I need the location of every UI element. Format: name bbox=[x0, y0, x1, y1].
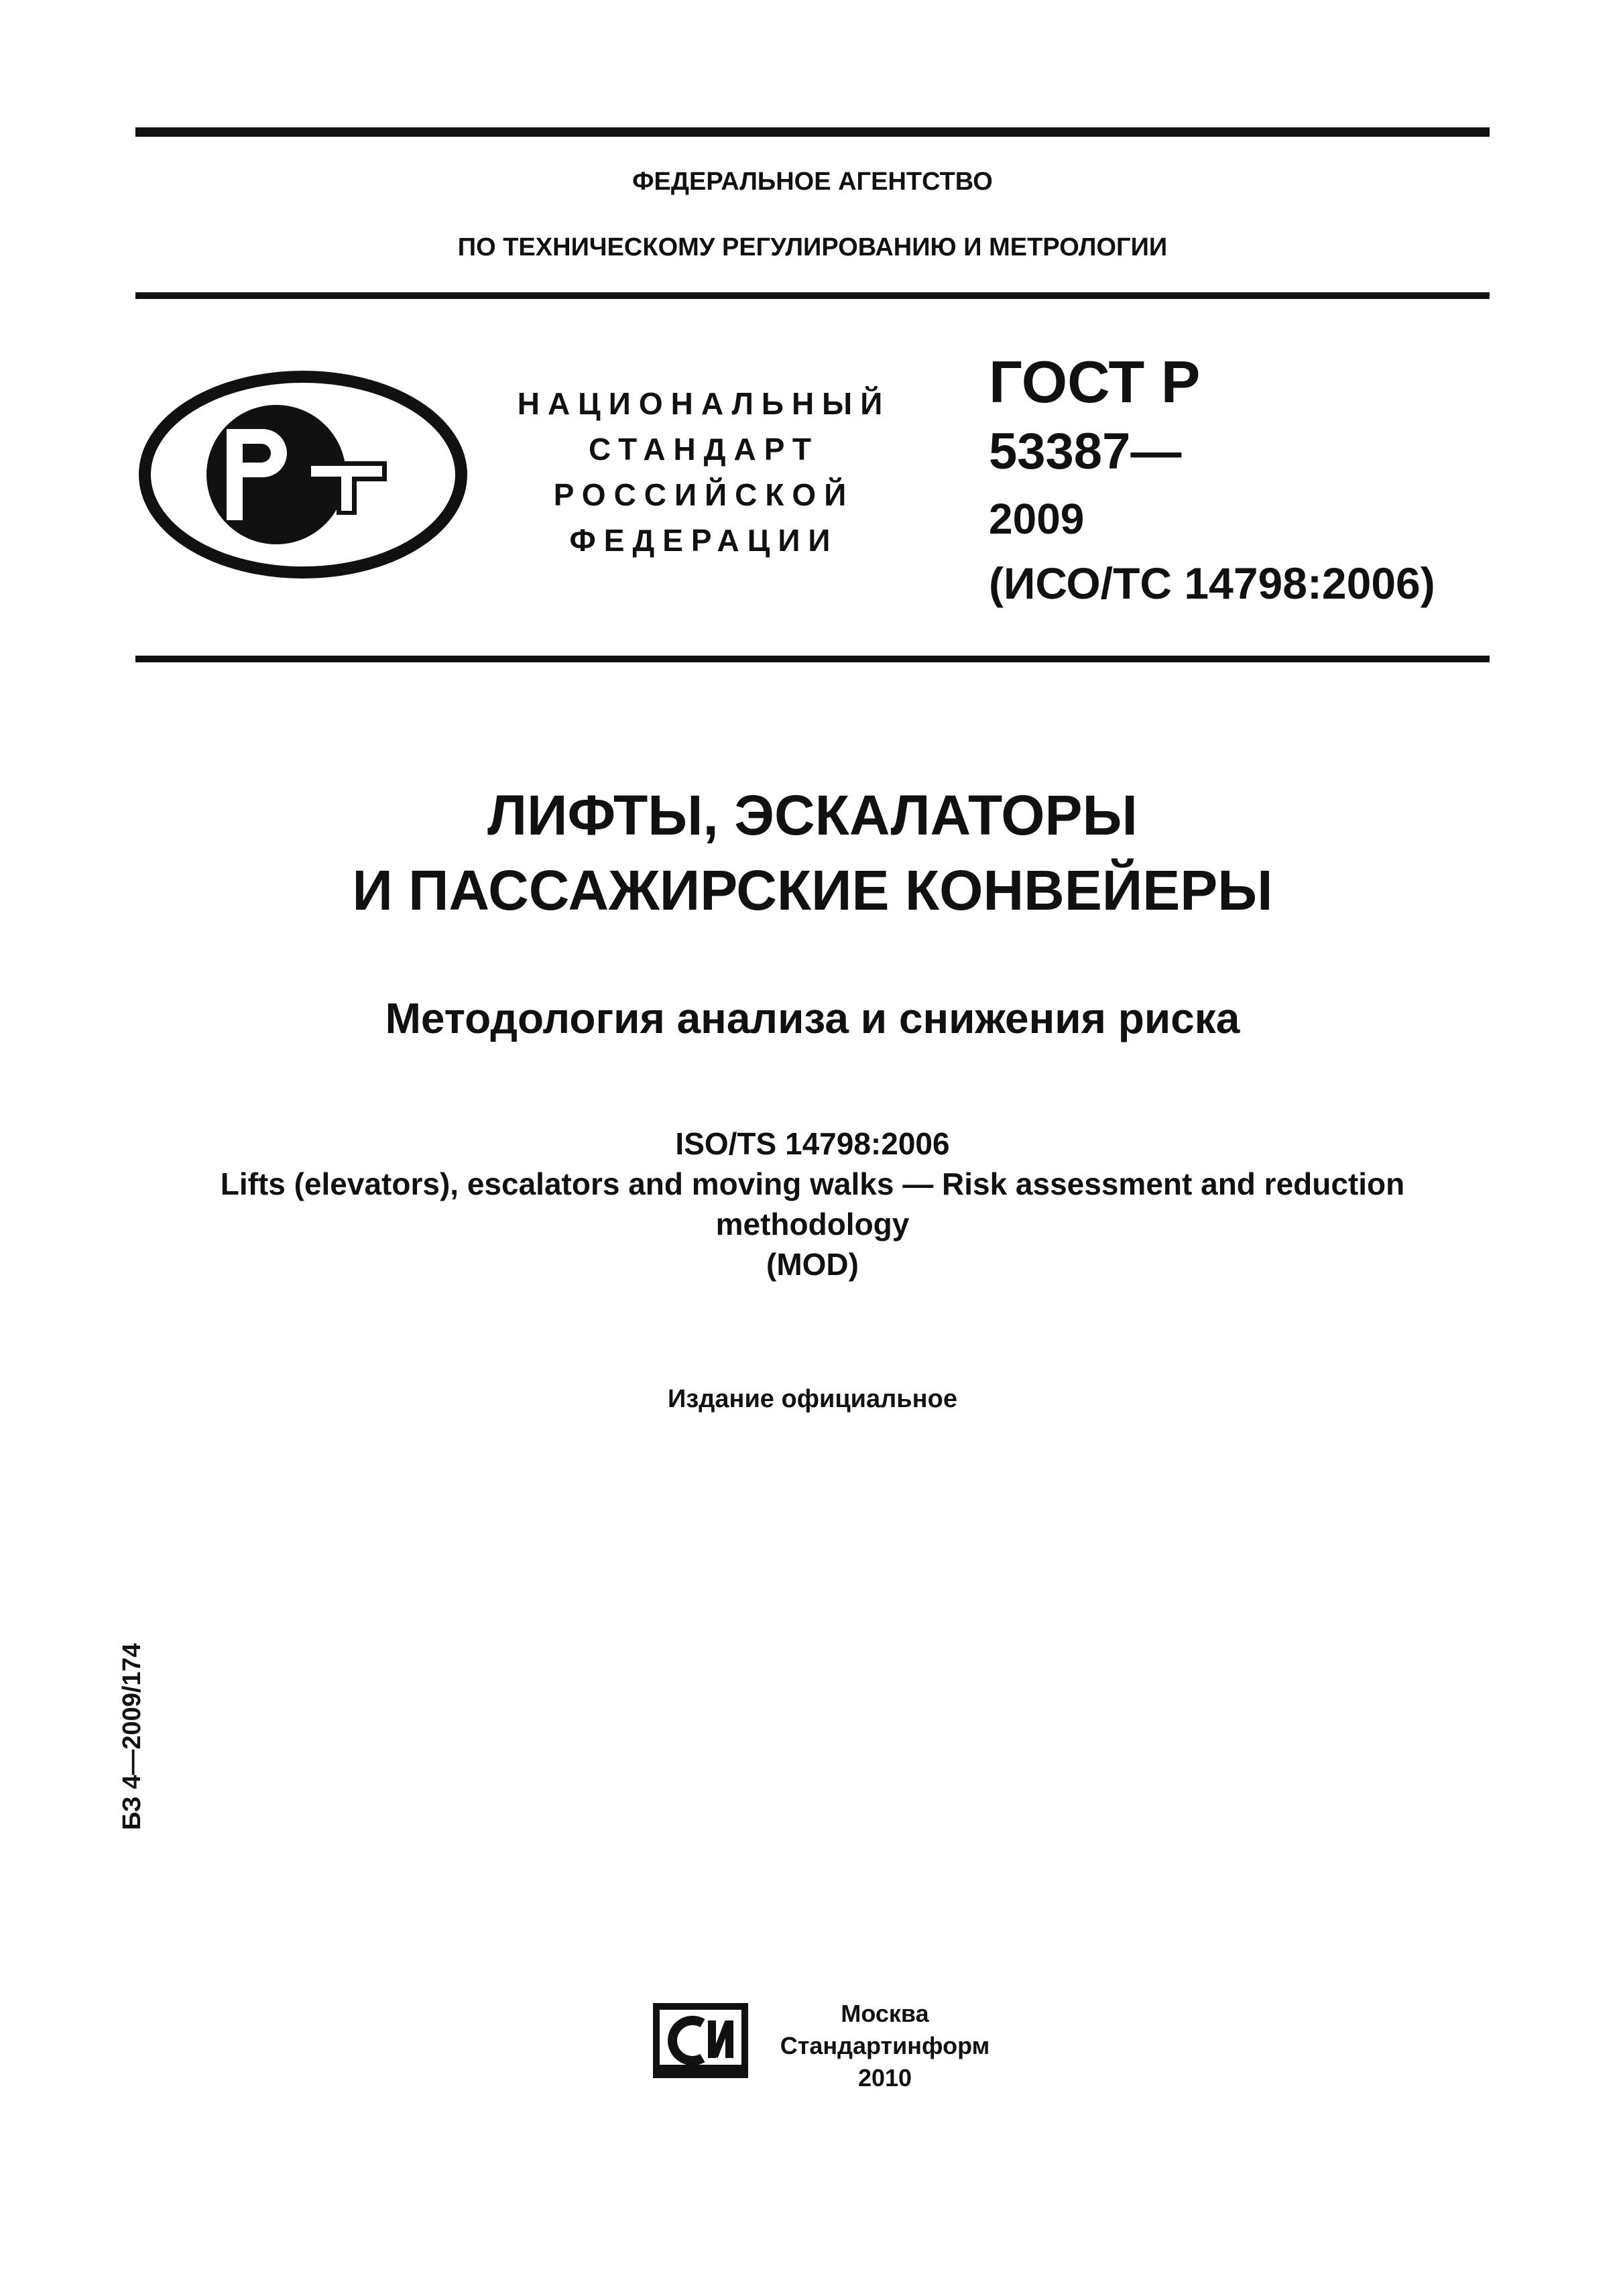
gost-line-4: (ИСО/ТС 14798:2006) bbox=[989, 558, 1435, 608]
title-line-1: ЛИФТЫ, ЭСКАЛАТОРЫ bbox=[487, 784, 1138, 847]
side-note: БЗ 4—2009/174 bbox=[118, 1643, 146, 1830]
national-line-4: ФЕДЕРАЦИИ bbox=[569, 523, 839, 558]
iso-title-line-2: methodology bbox=[715, 1207, 910, 1242]
national-line-2: СТАНДАРТ bbox=[589, 432, 819, 467]
publisher-block bbox=[758, 1998, 1012, 2094]
publisher-year: 2010 bbox=[857, 2064, 912, 2092]
national-line-1: НАЦИОНАЛЬНЫЙ bbox=[517, 386, 891, 421]
agency-line-1: ФЕДЕРАЛЬНОЕ АГЕНТСТВО bbox=[632, 168, 993, 196]
iso-title-line-1: Lifts (elevators), escalators and moving walks — Risk assessment and reduction bbox=[220, 1166, 1405, 1201]
gost-line-3: 2009 bbox=[989, 495, 1085, 543]
rst-logo-icon bbox=[135, 367, 471, 582]
iso-mod: (MOD) bbox=[766, 1247, 859, 1282]
publisher-city: Москва bbox=[841, 2000, 929, 2027]
edition-label: Издание официальное bbox=[668, 1385, 957, 1413]
iso-reference bbox=[135, 1124, 1490, 1284]
gost-line-2: 53387— bbox=[989, 423, 1182, 480]
title-line-2: И ПАССАЖИРСКИЕ КОНВЕЙЕРЫ bbox=[352, 859, 1273, 922]
agency-line-2: ПО ТЕХНИЧЕСКОМУ РЕГУЛИРОВАНИЮ И МЕТРОЛОГИИ bbox=[457, 233, 1168, 261]
gost-line-1: ГОСТ Р bbox=[989, 349, 1201, 415]
document-subtitle: Методология анализа и снижения риска bbox=[385, 994, 1240, 1042]
document-title bbox=[135, 778, 1490, 928]
gost-designation bbox=[989, 347, 1435, 615]
header-bottom-rule bbox=[135, 656, 1490, 662]
publisher-name: Стандартинформ bbox=[780, 2032, 990, 2059]
iso-code: ISO/TS 14798:2006 bbox=[675, 1126, 950, 1161]
standartinform-logo-icon bbox=[650, 2000, 751, 2081]
national-line-3: РОССИЙСКОЙ bbox=[553, 477, 855, 512]
top-rule-thick bbox=[135, 127, 1490, 137]
agency-bottom-rule bbox=[135, 292, 1490, 299]
national-standard-label bbox=[469, 381, 939, 563]
